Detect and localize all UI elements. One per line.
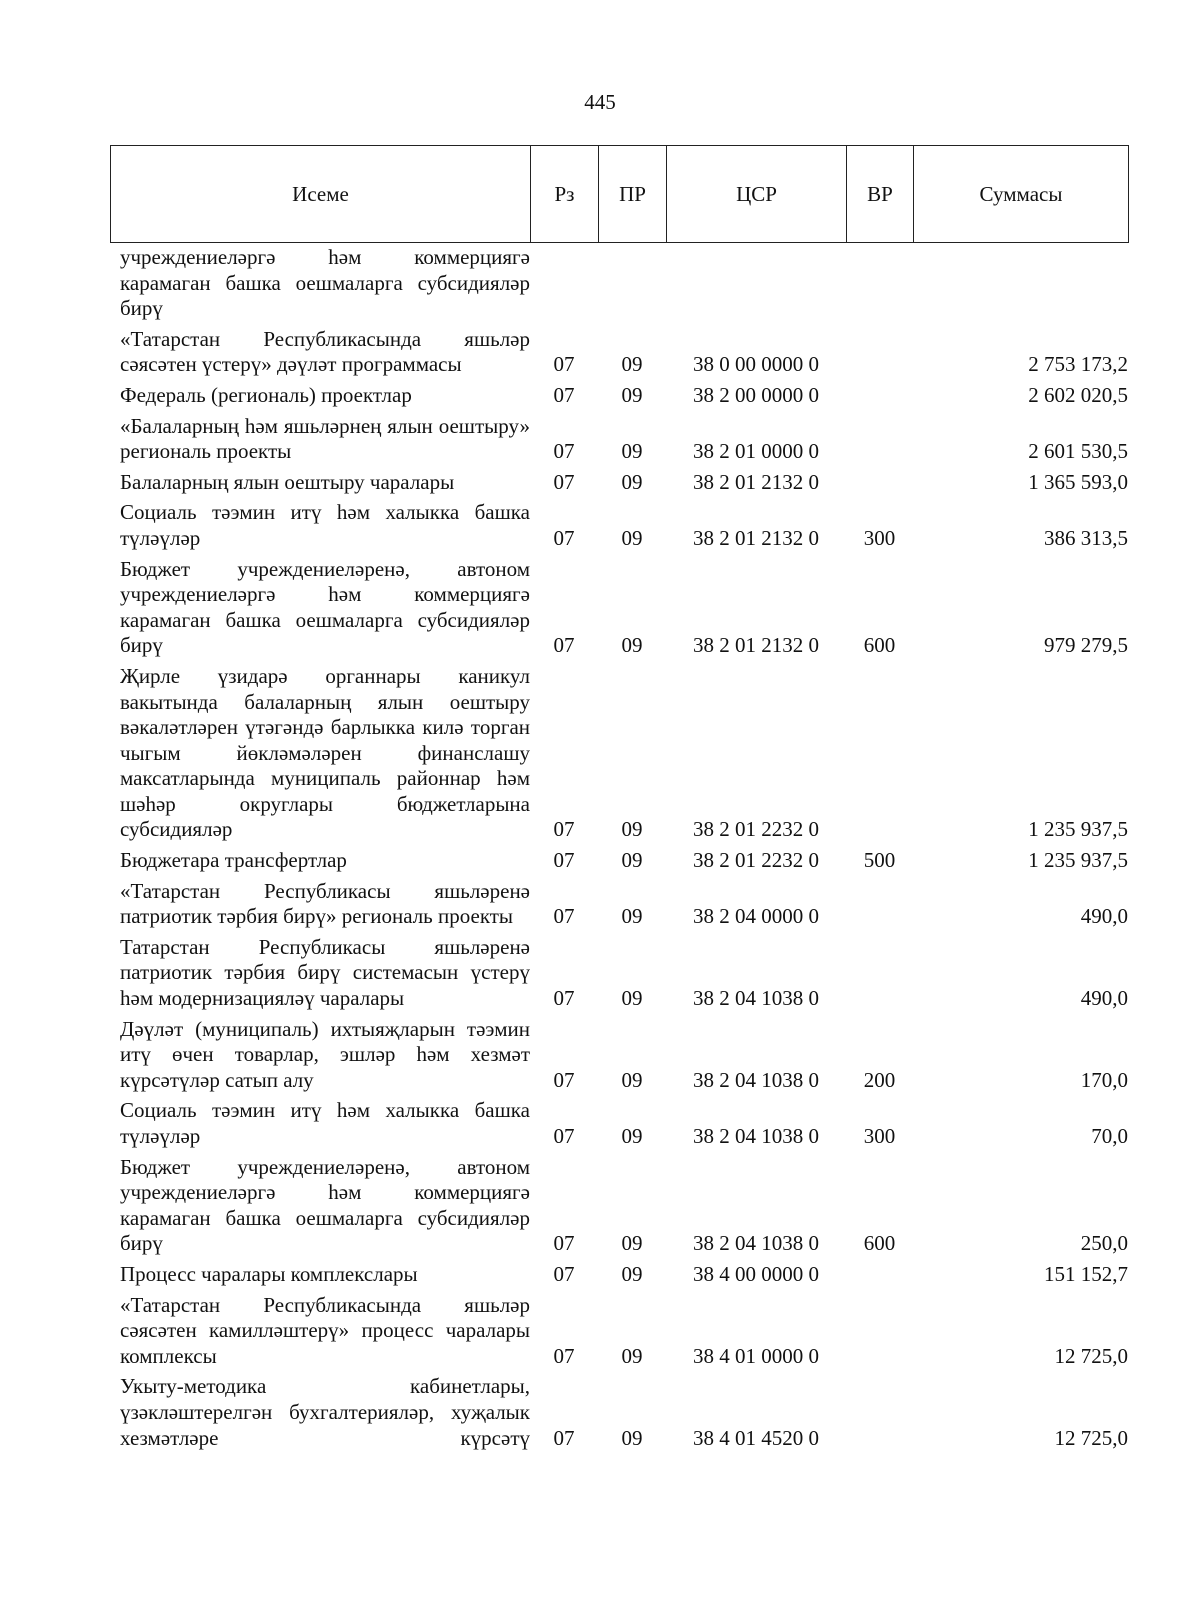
header-vr: ВР: [847, 146, 914, 243]
row-pr: 09: [621, 986, 643, 1011]
table-body: [110, 245, 1128, 1456]
row-rz: 07: [553, 817, 575, 842]
row-name: Процесс чаралары комплекслары: [120, 1261, 418, 1286]
row-name: Социаль тәэмин итү һәм халыкка башка түләүләр: [120, 500, 530, 550]
row-name: «Балаларның һәм яшьләрнең ялын оештыру» региональ проекты: [120, 413, 530, 464]
table-header: [110, 145, 1129, 243]
row-name: «Татарстан Республикасында яшьләр сәясәтен үстерү» дәүләт программасы: [120, 326, 530, 377]
row-name: «Татарстан Республикасы яшьләренә патриотик тәрбия бирү» региональ проекты: [120, 878, 530, 929]
row-pr: 09: [621, 382, 643, 407]
row-pr: 09: [621, 352, 643, 377]
header-name: Исеме: [111, 146, 531, 243]
row-pr: 09: [621, 848, 643, 873]
row-sum: 12 725,0: [1054, 1425, 1128, 1450]
table-row: [110, 327, 1128, 378]
row-csr: 38 2 01 2132 0: [693, 469, 819, 494]
table-row: [110, 1374, 1128, 1451]
header-rz: Рз: [531, 146, 599, 243]
row-rz: 07: [553, 352, 575, 377]
row-rz: 07: [553, 1343, 575, 1368]
row-pr: 09: [621, 1067, 643, 1092]
row-name: учреждениеләргә һәм коммерциягә карамаган башка оешмаларга субсидияләр бирү: [120, 245, 530, 321]
row-name: Бюджетара трансфертлар: [120, 848, 347, 873]
row-pr: 09: [621, 439, 643, 464]
row-csr: 38 2 00 0000 0: [693, 382, 819, 407]
row-csr: 38 4 00 0000 0: [693, 1261, 819, 1286]
row-rz: 07: [553, 525, 575, 550]
row-sum: 2 753 173,2: [1028, 352, 1128, 377]
row-pr: 09: [621, 1124, 643, 1148]
row-csr: 38 2 04 1038 0: [693, 986, 819, 1011]
row-vr: 600: [863, 1231, 896, 1256]
page-number: 445: [584, 90, 616, 114]
row-csr: 38 2 01 2132 0: [693, 525, 819, 550]
row-name: Җирле үзидарә органнары каникул вакытында балаларның ялын оештыру вәкаләтләрен үтәгәндә барлыкка килә торган чыгым йөкләмәләрен финанслашу максатларында муниципаль районнар һәм шәһәр округлары бюджетларына субсидияләр: [120, 663, 530, 842]
row-pr: 09: [621, 817, 643, 842]
header-pr: ПР: [599, 146, 667, 243]
row-sum: 170,0: [1080, 1067, 1128, 1092]
row-sum: 250,0: [1080, 1231, 1128, 1256]
row-vr: 600: [863, 633, 896, 658]
row-csr: 38 2 01 2232 0: [693, 817, 819, 842]
row-rz: 07: [553, 439, 575, 464]
row-pr: 09: [621, 1231, 643, 1256]
row-sum: 1 365 593,0: [1028, 469, 1128, 494]
row-csr: 38 4 01 4520 0: [693, 1425, 819, 1450]
row-pr: 09: [621, 904, 643, 929]
row-sum: 979 279,5: [1044, 633, 1128, 658]
table-row: [110, 500, 1128, 551]
row-name: Бюджет учреждениеләренә, автоном учреждениеләргә һәм коммерциягә карамаган башка оешмаларга субсидияләр бирү: [120, 556, 530, 658]
row-rz: 07: [553, 986, 575, 1011]
table-row: [110, 414, 1128, 465]
row-name: Дәүләт (муниципаль) ихтыяҗларын тәэмин итү өчен товарлар, эшләр һәм хезмәт күрсәтүләр сатып алу: [120, 1016, 530, 1092]
row-sum: 2 601 530,5: [1028, 439, 1128, 464]
row-rz: 07: [553, 1124, 575, 1148]
row-rz: 07: [553, 1067, 575, 1092]
row-vr: 300: [863, 1124, 896, 1148]
table-row: [110, 1262, 1128, 1288]
table-row: [110, 1098, 1128, 1149]
row-name: Социаль тәэмин итү һәм халыкка башка түләүләр: [120, 1098, 530, 1148]
table-row: [110, 1155, 1128, 1257]
table-row: [110, 470, 1128, 496]
row-pr: 09: [621, 633, 643, 658]
row-sum: 70,0: [1091, 1124, 1128, 1148]
row-name: Балаларның ялын оештыру чаралары: [120, 469, 455, 494]
row-name: «Татарстан Республикасында яшьләр сәясәтен камилләштерү» процесс чаралары комплексы: [120, 1292, 530, 1368]
row-rz: 07: [553, 848, 575, 873]
row-csr: 38 2 04 1038 0: [693, 1067, 819, 1092]
row-rz: 07: [553, 1425, 575, 1450]
row-csr: 38 2 04 1038 0: [693, 1124, 819, 1148]
row-rz: 07: [553, 633, 575, 658]
row-pr: 09: [621, 1425, 643, 1450]
table-row: [110, 848, 1128, 874]
row-sum: 1 235 937,5: [1028, 848, 1128, 873]
table-row: [110, 879, 1128, 930]
row-rz: 07: [553, 1231, 575, 1256]
table-row: [110, 557, 1128, 659]
table-row: [110, 1293, 1128, 1370]
row-sum: 386 313,5: [1044, 525, 1128, 550]
row-rz: 07: [553, 904, 575, 929]
row-pr: 09: [621, 469, 643, 494]
row-rz: 07: [553, 469, 575, 494]
table-row: [110, 664, 1128, 843]
header-csr: ЦСР: [667, 146, 847, 243]
table-row: [110, 245, 1128, 322]
table-row: [110, 935, 1128, 1012]
row-pr: 09: [621, 1261, 643, 1286]
row-rz: 07: [553, 1261, 575, 1286]
row-csr: 38 2 01 0000 0: [693, 439, 819, 464]
table-row: [110, 1017, 1128, 1094]
row-sum: 2 602 020,5: [1028, 382, 1128, 407]
row-vr: 200: [863, 1067, 896, 1092]
row-csr: 38 2 04 0000 0: [693, 904, 819, 929]
row-sum: 1 235 937,5: [1028, 817, 1128, 842]
row-sum: 151 152,7: [1044, 1261, 1128, 1286]
row-name: Бюджет учреждениеләренә, автоном учреждениеләргә һәм коммерциягә карамаган башка оешмаларга субсидияләр бирү: [120, 1154, 530, 1256]
header-sum: Суммасы: [914, 146, 1129, 243]
row-sum: 490,0: [1080, 986, 1128, 1011]
row-pr: 09: [621, 1343, 643, 1368]
row-rz: 07: [553, 382, 575, 407]
row-name: Укыту-методика кабинетлары, үзәкләштерелгән бухгалтерияләр, хуҗалык хезмәтләре күрсәтү: [120, 1374, 530, 1450]
row-csr: 38 0 00 0000 0: [693, 352, 819, 377]
row-pr: 09: [621, 525, 643, 550]
row-csr: 38 4 01 0000 0: [693, 1343, 819, 1368]
row-name: Татарстан Республикасы яшьләренә патриотик тәрбия бирү системасын үстерү һәм модернизацияләү чаралары: [120, 934, 530, 1011]
row-csr: 38 2 01 2232 0: [693, 848, 819, 873]
row-vr: 300: [863, 525, 896, 550]
row-sum: 12 725,0: [1054, 1343, 1128, 1368]
row-name: Федераль (региональ) проектлар: [120, 382, 412, 407]
row-sum: 490,0: [1080, 904, 1128, 929]
table-row: [110, 383, 1128, 409]
row-vr: 500: [863, 848, 896, 873]
row-csr: 38 2 04 1038 0: [693, 1231, 819, 1256]
row-csr: 38 2 01 2132 0: [693, 633, 819, 658]
